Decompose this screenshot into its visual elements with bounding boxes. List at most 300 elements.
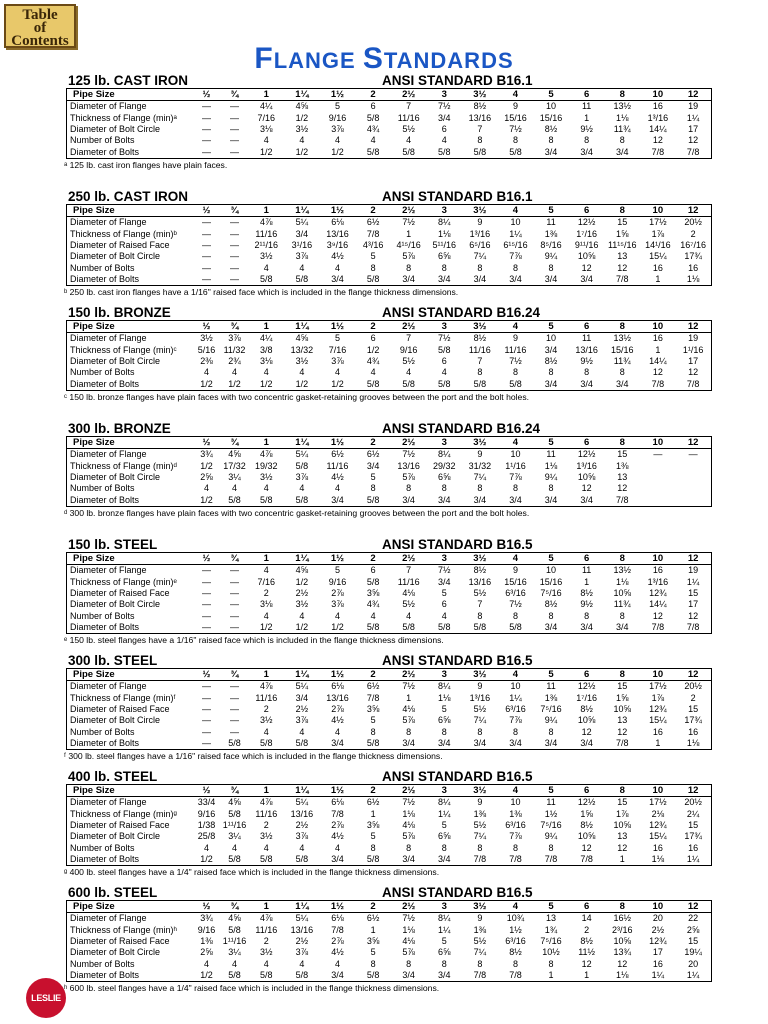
table-cell: 4³/16 (362, 240, 384, 251)
table-cell: 2½ (295, 820, 309, 831)
table-cell: 5/8 (438, 146, 451, 157)
table-cell: 9 (512, 101, 518, 112)
pipe-size-column: 4 (498, 437, 534, 449)
table-cell: 16⁷/16 (680, 240, 707, 251)
table-cell: 9/16 (399, 344, 418, 355)
table-cell: 5¹¹/16 (432, 240, 457, 251)
table-cell: 3⅞ (331, 356, 344, 367)
table-cell: 7½ (509, 124, 522, 135)
table-cell: 1¹¹/16 (222, 820, 247, 831)
row-label: Diameter of Raised Face (70, 820, 170, 831)
table-cell: 7⅞ (509, 472, 522, 483)
pipe-size-column: 1½ (320, 669, 356, 681)
table-cell: 5/8 (260, 273, 273, 284)
table-cell: 7/8 (651, 146, 665, 157)
table-cell: 8 (477, 958, 483, 969)
footnote: ʰ 600 lb. steel flanges have a 1/4" raised face which is included in the flange thickness dimensions. (64, 983, 440, 994)
table-cell: — (688, 449, 698, 460)
table-cell: 17¾ (684, 831, 702, 842)
table-cell: 5/8 (228, 969, 241, 980)
table-cell: 5/8 (438, 621, 451, 632)
table-cell: 12¾ (649, 936, 667, 947)
table-cell: 31/32 (468, 460, 492, 471)
table-cell: 13 (617, 472, 628, 483)
table-cell: 6½ (366, 797, 380, 808)
table-cell: 5½ (402, 356, 415, 367)
table-cell: 9½ (580, 599, 593, 610)
table-cell: 5/8 (260, 853, 273, 864)
pipe-size-column: 4 (498, 321, 534, 333)
toc-line1: Table (22, 7, 58, 23)
table-cell: 9/16 (197, 808, 216, 819)
table-cell: 5¼ (295, 797, 309, 808)
table-cell: 1¹/16 (682, 344, 704, 355)
table-cell: 5/8 (402, 378, 415, 389)
table-cell: 12 (652, 610, 663, 621)
table-cell: — (230, 681, 239, 692)
table-cell: 15¼ (649, 715, 667, 726)
table-cell: 13 (546, 913, 557, 924)
table-cell: — (202, 135, 211, 146)
table-row (67, 565, 712, 577)
table-cell: 2⅛ (651, 808, 665, 819)
ansi-standard: ANSI STANDARD B16.5 (382, 537, 533, 552)
table-cell: 5/8 (473, 621, 487, 632)
table-cell: 1/2 (260, 146, 273, 157)
table-cell: 11/16 (397, 112, 420, 123)
table-cell: 3/4 (509, 737, 522, 748)
row-label: Thickness of Flange (min)ᵍ (70, 808, 177, 819)
table-cell: 1⅜ (615, 460, 629, 471)
pipe-size-column: 8 (604, 901, 640, 913)
table-cell: 6⁵/16 (469, 240, 491, 251)
table-cell: 7/8 (331, 924, 344, 935)
section-header (66, 189, 700, 204)
table-cell: 10⅝ (613, 820, 631, 831)
table-cell: 11 (581, 333, 592, 344)
table-cell: 1/2 (295, 378, 309, 389)
table-row (67, 715, 712, 726)
table-cell: 11 (546, 681, 556, 692)
pipe-size-column: 10 (640, 669, 676, 681)
table-cell: 13½ (613, 101, 631, 112)
table-cell: 2⅝ (200, 947, 213, 958)
table-row (67, 947, 712, 958)
table-cell: 13 (617, 251, 628, 262)
table-cell: 7/8 (366, 228, 380, 239)
table-cell: 5/8 (509, 146, 522, 157)
table-cell: 3/4 (580, 621, 593, 632)
header-row (67, 553, 712, 565)
footnote: ᵃ 125 lb. cast iron flanges have plain faces. (64, 159, 228, 170)
table-cell: 5½ (402, 599, 415, 610)
table-cell: 4¾ (366, 356, 380, 367)
table-cell: 5½ (473, 704, 487, 715)
table-row (67, 124, 712, 135)
table-cell: 12½ (577, 217, 596, 228)
header-row (67, 901, 712, 913)
pipe-size-header: Pipe Size (67, 205, 193, 217)
table-cell: 6 (441, 599, 447, 610)
table-cell: — (230, 228, 239, 239)
ansi-standard: ANSI STANDARD B16.5 (382, 885, 533, 900)
table-cell: 1³/16 (469, 692, 491, 703)
table-cell: 4½ (331, 715, 344, 726)
table-cell: 15/16 (610, 344, 634, 355)
table-cell: 15 (688, 820, 699, 831)
table-cell: 13½ (613, 565, 631, 576)
table-cell: 1 (584, 969, 590, 980)
row-label: Diameter of Bolt Circle (70, 472, 161, 483)
pipe-size-column: 1¼ (284, 553, 320, 565)
table-cell: 8 (441, 483, 447, 494)
table-cell: 8½ (580, 704, 593, 715)
table-cell: 5/8 (438, 378, 451, 389)
table-cell: — (230, 135, 239, 146)
table-cell: 3/4 (402, 273, 415, 284)
table-cell: — (202, 217, 211, 228)
pipe-size-column: ½ (193, 89, 221, 101)
table-cell: 8½ (509, 947, 522, 958)
pipe-size-column: ¾ (221, 321, 249, 333)
table-cell: 4 (299, 958, 305, 969)
table-cell: 1¼ (686, 576, 700, 587)
table-cell: 16 (688, 262, 699, 273)
table-cell: — (230, 692, 239, 703)
table-cell: 7/8 (651, 621, 665, 632)
table-cell: 5 (441, 704, 447, 715)
table-cell: 8 (619, 610, 625, 621)
table-cell: 11 (581, 565, 592, 576)
table-cell: 8½ (473, 333, 487, 344)
table-cell: 8¼ (438, 681, 451, 692)
ansi-standard: ANSI STANDARD B16.24 (382, 305, 541, 320)
table-cell: 5/8 (228, 853, 241, 864)
pipe-size-column: 1 (249, 205, 285, 217)
pipe-size-column: 10 (640, 437, 676, 449)
table-cell: 1⅜ (544, 692, 558, 703)
table-cell: 5/8 (295, 969, 309, 980)
pipe-size-column: 5 (533, 785, 569, 797)
table-cell: 3⅞ (331, 124, 344, 135)
table-cell: 13¾ (613, 947, 631, 958)
table-cell: 1⅛ (544, 460, 558, 471)
table-cell: 5 (334, 101, 340, 112)
row-label: Diameter of Flange (70, 101, 147, 112)
table-cell: 7¼ (473, 715, 487, 726)
table-cell: 6¹⁵/16 (503, 240, 528, 251)
table-cell: 12 (581, 726, 592, 737)
pipe-size-column: 8 (604, 89, 640, 101)
table-cell: 5 (441, 820, 447, 831)
pipe-size-column: 2½ (391, 205, 427, 217)
table-cell: 3½ (260, 715, 273, 726)
table-cell: 2¼ (686, 808, 700, 819)
table-cell: 1⅞ (615, 808, 629, 819)
table-cell: 17½ (649, 797, 667, 808)
table-cell: 6⅝ (438, 947, 451, 958)
table-cell: 5/16 (197, 344, 216, 355)
table-cell: 4 (334, 958, 340, 969)
table-cell: 2⅞ (331, 588, 344, 599)
table-cell: 1⅞ (651, 228, 665, 239)
table-cell: 4⅝ (228, 913, 241, 924)
table-row (67, 101, 712, 113)
table-cell: 6⅝ (438, 715, 451, 726)
table-cell: 7/8 (580, 853, 593, 864)
ansi-standard: ANSI STANDARD B16.1 (382, 189, 533, 204)
table-cell: 3/4 (331, 853, 344, 864)
table-cell: 1⅛ (438, 692, 451, 703)
footnote: ᵈ 300 lb. bronze flanges have plain faces with two concentric gasket-retaining grooves between the port and the bolt holes. (64, 507, 530, 518)
table-row (67, 820, 712, 831)
table-cell: 3⅞ (295, 472, 309, 483)
table-cell: 12 (581, 958, 592, 969)
table-cell: 3⁹/16 (326, 240, 349, 251)
pipe-size-column: 2 (355, 669, 391, 681)
table-cell: 9¹¹/16 (574, 240, 599, 251)
row-label: Diameter of Bolts (70, 146, 140, 157)
table-cell: 3/4 (544, 344, 558, 355)
table-row (67, 229, 712, 240)
table-cell: 3⅝ (366, 936, 380, 947)
row-label: Diameter of Raised Face (70, 240, 170, 251)
table-cell: 6⅛ (331, 913, 344, 924)
table-cell: 2 (263, 588, 269, 599)
table-cell: 3⅞ (295, 947, 309, 958)
table-cell: 1 (619, 853, 625, 864)
table-cell (676, 494, 712, 506)
table-cell: 9/16 (197, 924, 216, 935)
pipe-size-column: ¾ (221, 437, 249, 449)
table-cell: 1⅛ (615, 969, 629, 980)
row-label: Diameter of Bolts (70, 378, 140, 389)
table-cell: 1⅜ (544, 228, 558, 239)
table-cell: 3/4 (331, 273, 344, 284)
table-cell: 17¾ (684, 251, 702, 262)
row-label: Thickness of Flange (min)ᵉ (70, 576, 177, 587)
pipe-size-column: 1 (249, 669, 285, 681)
table-cell: 5½ (402, 124, 415, 135)
table-cell: 4¼ (260, 101, 273, 112)
table-cell: 11 (581, 101, 592, 112)
table-cell: 3/4 (580, 378, 593, 389)
table-cell: 13/16 (290, 924, 314, 935)
table-row (67, 970, 712, 982)
table-cell: 8 (477, 483, 483, 494)
pipe-size-column: ¾ (221, 669, 249, 681)
table-cell: — (202, 146, 211, 157)
table-cell: — (202, 251, 211, 262)
row-label: Diameter of Bolts (70, 969, 140, 980)
table-cell: 1⅝ (580, 808, 593, 819)
table-cell: — (202, 737, 211, 748)
pipe-size-column: 2½ (391, 89, 427, 101)
footnote: ᵇ 250 lb. cast iron flanges have a 1/16" raised face which is included in the flange thickness dimensions. (64, 287, 459, 298)
table-cell: 3⅞ (295, 715, 309, 726)
table-cell: 3½ (260, 251, 273, 262)
table-cell: 7/8 (473, 853, 487, 864)
table-cell: 13 (617, 831, 628, 842)
table-cell: 13/16 (468, 576, 492, 587)
table-cell: 10⅝ (577, 472, 596, 483)
pipe-size-column: 1¼ (284, 205, 320, 217)
table-cell: 8½ (544, 356, 558, 367)
table-cell: 3/4 (544, 621, 558, 632)
table-row (67, 842, 712, 853)
table-cell: 11¾ (613, 356, 631, 367)
table-cell: 8 (512, 958, 518, 969)
table-cell: 5/8 (366, 273, 380, 284)
table-cell: 1¹/16 (505, 460, 526, 471)
table-cell: — (202, 715, 211, 726)
pipe-size-column: 12 (676, 437, 712, 449)
pipe-size-column: 8 (604, 437, 640, 449)
table-cell: 1/2 (200, 853, 213, 864)
pipe-size-column: 10 (640, 205, 676, 217)
table-cell: 2½ (651, 924, 665, 935)
table-cell: 3½ (260, 831, 273, 842)
table-cell: 8 (512, 262, 518, 273)
footnote: ᵍ 400 lb. steel flanges have a 1/4" raised face which is included in the flange thickness dimensions. (64, 867, 440, 878)
table-cell: 10 (546, 333, 557, 344)
table-cell: 9 (477, 449, 483, 460)
table-cell: 7/16 (257, 112, 276, 123)
row-label: Diameter of Bolt Circle (70, 599, 161, 610)
table-cell: 1³/16 (647, 576, 669, 587)
table-cell: 7⁵/16 (540, 820, 562, 831)
table-cell: 6⅛ (331, 217, 344, 228)
table-cell: 5 (370, 831, 376, 842)
table-row (67, 936, 712, 947)
table-cell: — (202, 599, 211, 610)
pipe-size-column: ½ (193, 437, 221, 449)
table-cell: 19¼ (684, 947, 702, 958)
table-cell: 1⅜ (473, 808, 487, 819)
ansi-standard: ANSI STANDARD B16.5 (382, 653, 533, 668)
table-cell: 7⅞ (509, 831, 522, 842)
table-row (67, 356, 712, 367)
table-cell: 1/2 (200, 969, 213, 980)
table-cell: 4 (263, 842, 269, 853)
table-cell: 5/8 (295, 494, 309, 505)
row-label: Number of Bolts (70, 367, 135, 378)
table-cell: 4⅝ (295, 333, 309, 344)
row-label: Diameter of Bolts (70, 494, 140, 505)
table-cell: 1/2 (331, 378, 344, 389)
pipe-size-column: 4 (498, 901, 534, 913)
table-cell: 2⅜ (200, 356, 213, 367)
table-cell: 7½ (402, 681, 415, 692)
pipe-size-column: ½ (193, 553, 221, 565)
table-cell: 2 (263, 936, 269, 947)
table-cell: 5¼ (295, 913, 309, 924)
table-cell: 7/8 (473, 969, 487, 980)
table-cell (640, 472, 676, 483)
table-row (67, 483, 712, 494)
table-cell: 9 (512, 565, 518, 576)
table-cell: 1⅛ (686, 273, 700, 284)
table-cell: 1/38 (197, 820, 216, 831)
table-cell: 6³/16 (505, 588, 526, 599)
table-cell: 10 (546, 565, 557, 576)
pipe-size-column: 1¼ (284, 321, 320, 333)
table-cell: 12½ (577, 681, 596, 692)
table-cell: 4 (299, 135, 305, 146)
table-cell: 1⁷/16 (576, 228, 598, 239)
table-cell: 8 (441, 262, 447, 273)
table-cell: 3⅛ (260, 599, 273, 610)
pipe-size-column: ½ (193, 669, 221, 681)
table-cell: 8 (512, 367, 518, 378)
table-cell: 7 (477, 599, 483, 610)
table-cell: 12 (617, 483, 628, 494)
table-cell: 8 (512, 842, 518, 853)
table-cell: 10⅝ (613, 588, 631, 599)
row-label: Number of Bolts (70, 262, 135, 273)
table-cell: 2 (690, 692, 696, 703)
table-cell: 6³/16 (505, 936, 526, 947)
table-cell: — (202, 124, 211, 135)
table-cell: 12 (617, 726, 628, 737)
table-cell: 4 (441, 367, 447, 378)
pipe-size-column: 2 (355, 321, 391, 333)
table-cell: 1/2 (295, 576, 309, 587)
pressure-class: 600 lb. STEEL (68, 885, 158, 900)
table-cell: 12 (617, 262, 628, 273)
table-cell: 8 (512, 726, 518, 737)
table-cell: 5/8 (438, 344, 451, 355)
table-row (67, 251, 712, 262)
table-cell: 1⅛ (438, 228, 451, 239)
table-cell: — (230, 262, 239, 273)
pipe-size-column: 6 (569, 901, 605, 913)
table-cell (640, 483, 676, 494)
footnote: ᵉ 150 lb. steel flanges have a 1/16" raised face which is included in the flange thickness dimensions. (64, 635, 444, 646)
table-cell: 10 (510, 449, 521, 460)
table-cell: 5 (370, 251, 376, 262)
table-cell: 5⅞ (402, 715, 415, 726)
table-cell: 5⅞ (402, 831, 415, 842)
table-cell: 3¼ (228, 472, 241, 483)
table-cell: 1¼ (686, 112, 700, 123)
page-title: FLANGE STANDARDS (254, 42, 514, 75)
table-cell: 7½ (438, 333, 451, 344)
pipe-size-column: ½ (193, 901, 221, 913)
row-label: Thickness of Flange (min)ᶜ (70, 344, 177, 355)
flange-table (66, 668, 712, 750)
table-cell: 17¾ (684, 715, 702, 726)
table-cell: 3/4 (509, 494, 522, 505)
table-cell: 11/16 (397, 576, 420, 587)
table-cell: 7 (406, 333, 412, 344)
table-cell: 9¼ (544, 831, 558, 842)
pipe-size-column: 3½ (462, 669, 498, 681)
header-row (67, 205, 712, 217)
table-cell: 2⅞ (331, 820, 344, 831)
table-cell: 3¹/16 (291, 240, 313, 251)
table-cell: 5/8 (366, 146, 380, 157)
table-cell: 4 (370, 135, 376, 146)
table-cell: 4 (231, 483, 237, 494)
table-cell: 2³/16 (611, 924, 633, 935)
pipe-size-column: 3½ (462, 437, 498, 449)
table-cell: 6⅛ (331, 681, 344, 692)
table-cell: — (653, 449, 663, 460)
pipe-size-column: 10 (640, 321, 676, 333)
row-label: Diameter of Flange (70, 797, 147, 808)
table-cell: 4⅞ (260, 681, 273, 692)
